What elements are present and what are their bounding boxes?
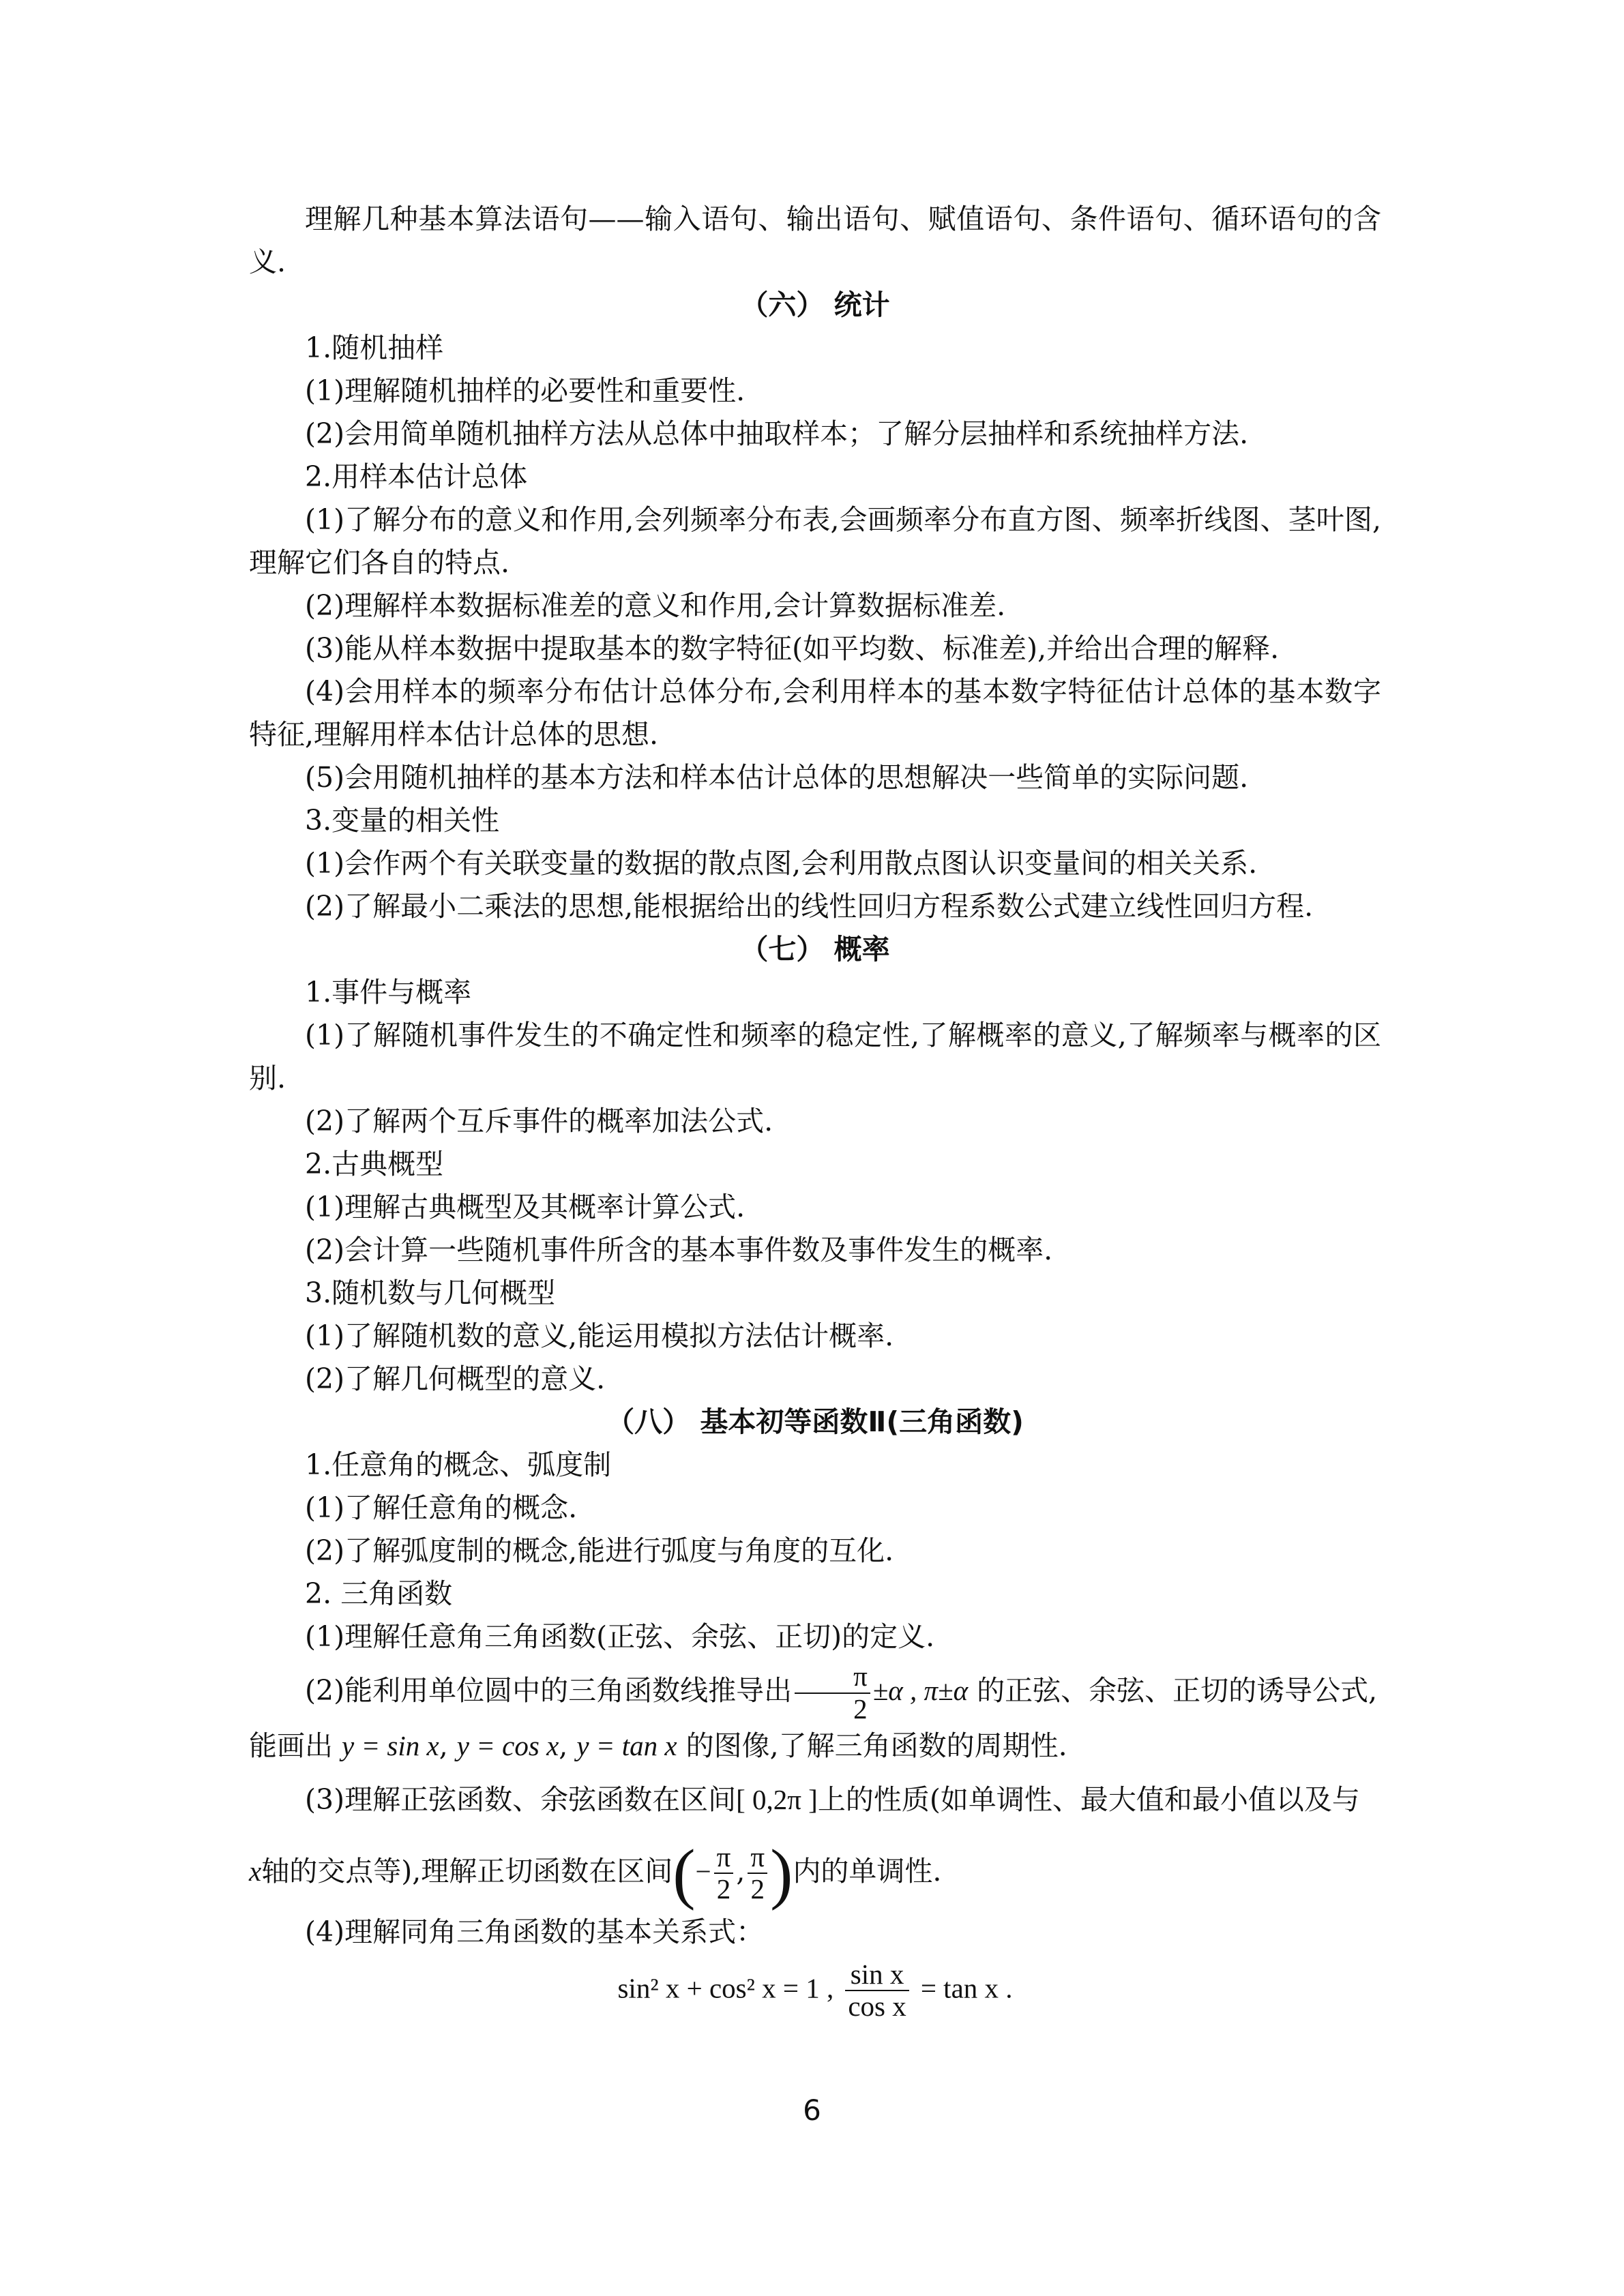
item-text: (2)了解几何概型的意义. [305,1362,606,1395]
fraction-denominator: 2 [750,1873,765,1905]
section-heading-probability: （七） 概率 [740,933,890,966]
math-expression: = tan x . [920,1972,1013,2004]
item-text: 轴的交点等),理解正切函数在区间 [261,1854,673,1888]
fraction-numerator: π [795,1661,870,1693]
item-text: (1)理解随机抽样的必要性和重要性. [305,374,745,407]
item-text: (1)了解任意角的概念. [305,1491,578,1524]
item-text: (2)会计算一些随机事件所含的基本事件数及事件发生的概率. [305,1234,1053,1266]
math-expression: sin² x + cos² x = 1 , [617,1972,834,2004]
item-text: (3)理解正弦函数、余弦函数在区间 [305,1783,737,1816]
left-paren-glyph: ( [673,1835,696,1911]
item-text: (2)能利用单位圆中的三角函数线推导出 [305,1674,793,1707]
fraction-denominator: 2 [716,1873,731,1905]
subsection-random-sampling: 1.随机抽样 [305,331,444,364]
item-text: (2)了解两个互斥事件的概率加法公式. [305,1105,773,1137]
paragraph-algorithm-statements: 理解几种基本算法语句——输入语句、输出语句、赋值语句、条件语句、循环语句的含义. [249,203,1381,278]
item-text: (5)会用随机抽样的基本方法和样本估计总体的思想解决一些简单的实际问题. [305,761,1249,794]
math-expression: ±α , π±α [872,1675,969,1706]
fraction-pi-over-2 [795,1661,870,1724]
fraction-neg-pi-over-2 [714,1842,734,1905]
fraction-denominator: 2 [853,1693,868,1725]
item-text: 的正弦、余弦、正切的诱导公式, [968,1674,1378,1707]
subsection-angles-radians: 1.任意角的概念、弧度制 [305,1448,612,1481]
section-heading-trig-functions: （八） 基本初等函数Ⅱ(三角函数) [606,1405,1024,1438]
item-text: (4)会用样本的频率分布估计总体分布,会利用样本的基本数字特征估计总体的基本数字特征,理解用样本估计总体的思想. [249,675,1381,751]
item-text: (2)理解样本数据标准差的意义和作用,会计算数据标准差. [305,589,1006,622]
math-minus-sign: − [695,1855,711,1887]
fraction-numerator: π [714,1842,734,1874]
math-interval: [ 0,2π ] [736,1783,818,1815]
formula-trig-identities [249,1959,1381,2022]
item-basic-relations: (4)理解同角三角函数的基本关系式： [305,1915,765,1948]
subsection-geometric-probability: 3.随机数与几何概型 [305,1277,556,1309]
fraction-numerator: sin x [845,1959,909,1991]
item-text: 的图像,了解三角函数的周期性. [677,1729,1067,1762]
math-expression: y = cos x [456,1729,559,1761]
item-text: (1)了解随机数的意义,能运用模拟方法估计概率. [305,1320,894,1352]
fraction-numerator: π [748,1842,767,1874]
item-text: (1)了解随机事件发生的不确定性和频率的稳定性,了解概率的意义,了解频率与概率的区别. [249,1019,1381,1094]
item-text: (2)了解弧度制的概念,能进行弧度与角度的互化. [305,1534,894,1567]
math-variable: x [249,1855,262,1887]
subsection-events-probability: 1.事件与概率 [305,976,472,1009]
item-induction-formulas [249,1658,1381,1725]
right-paren-glyph: ) [770,1835,793,1911]
item-text: (3)能从样本数据中提取基本的数字特征(如平均数、标准差),并给出合理的解释. [305,632,1280,665]
item-text: (2)会用简单随机抽样方法从总体中抽取样本；了解分层抽样和系统抽样方法. [305,417,1249,450]
item-tangent-monotonicity: x轴的交点等),理解正切函数在区间(− $\frac{\pi}{2}$ , $\frac{\pi}{2}$ )内的单调性. [249,1835,942,1911]
item-text: (1)理解任意角三角函数(正弦、余弦、正切)的定义. [305,1620,935,1653]
item-graph-line: 能画出 y = sin x, y = cos x, y = tan x 的图像,了解三角函数的周期性. [249,1729,1067,1762]
subsection-classical-probability: 2.古典概型 [305,1148,444,1180]
document-body [249,198,1381,2022]
item-text: 内的单调性. [793,1854,942,1888]
item-text: (2)了解最小二乘法的思想,能根据给出的线性回归方程系数公式建立线性回归方程. [305,890,1314,923]
item-text: 上的性质(如单调性、最大值和最小值以及与 [817,1783,1360,1816]
subsection-correlation: 3.变量的相关性 [305,804,500,837]
subsection-trig-functions: 2. 三角函数 [305,1577,453,1610]
item-text: (1)会作两个有关联变量的数据的散点图,会利用散点图认识变量间的相关关系. [305,847,1258,880]
item-text: (1)了解分布的意义和作用,会列频率分布表,会画频率分布直方图、频率折线图、茎叶图,理解它们各自的特点. [249,503,1381,579]
fraction-denominator: cos x [848,1990,906,2022]
subsection-sample-estimate: 2.用样本估计总体 [305,460,528,493]
item-text: 能画出 [249,1729,333,1762]
item-text: (1)理解古典概型及其概率计算公式. [305,1191,745,1223]
math-expression: y = tan x [576,1729,677,1761]
fraction-sin-over-cos [845,1959,909,2022]
fraction-pi-over-2 [748,1842,767,1905]
item-sine-cosine-properties [249,1768,1381,1832]
section-heading-statistics: （六） 统计 [740,288,890,321]
math-expression: y = sin x [342,1729,439,1761]
page-number: 6 [803,2093,821,2127]
